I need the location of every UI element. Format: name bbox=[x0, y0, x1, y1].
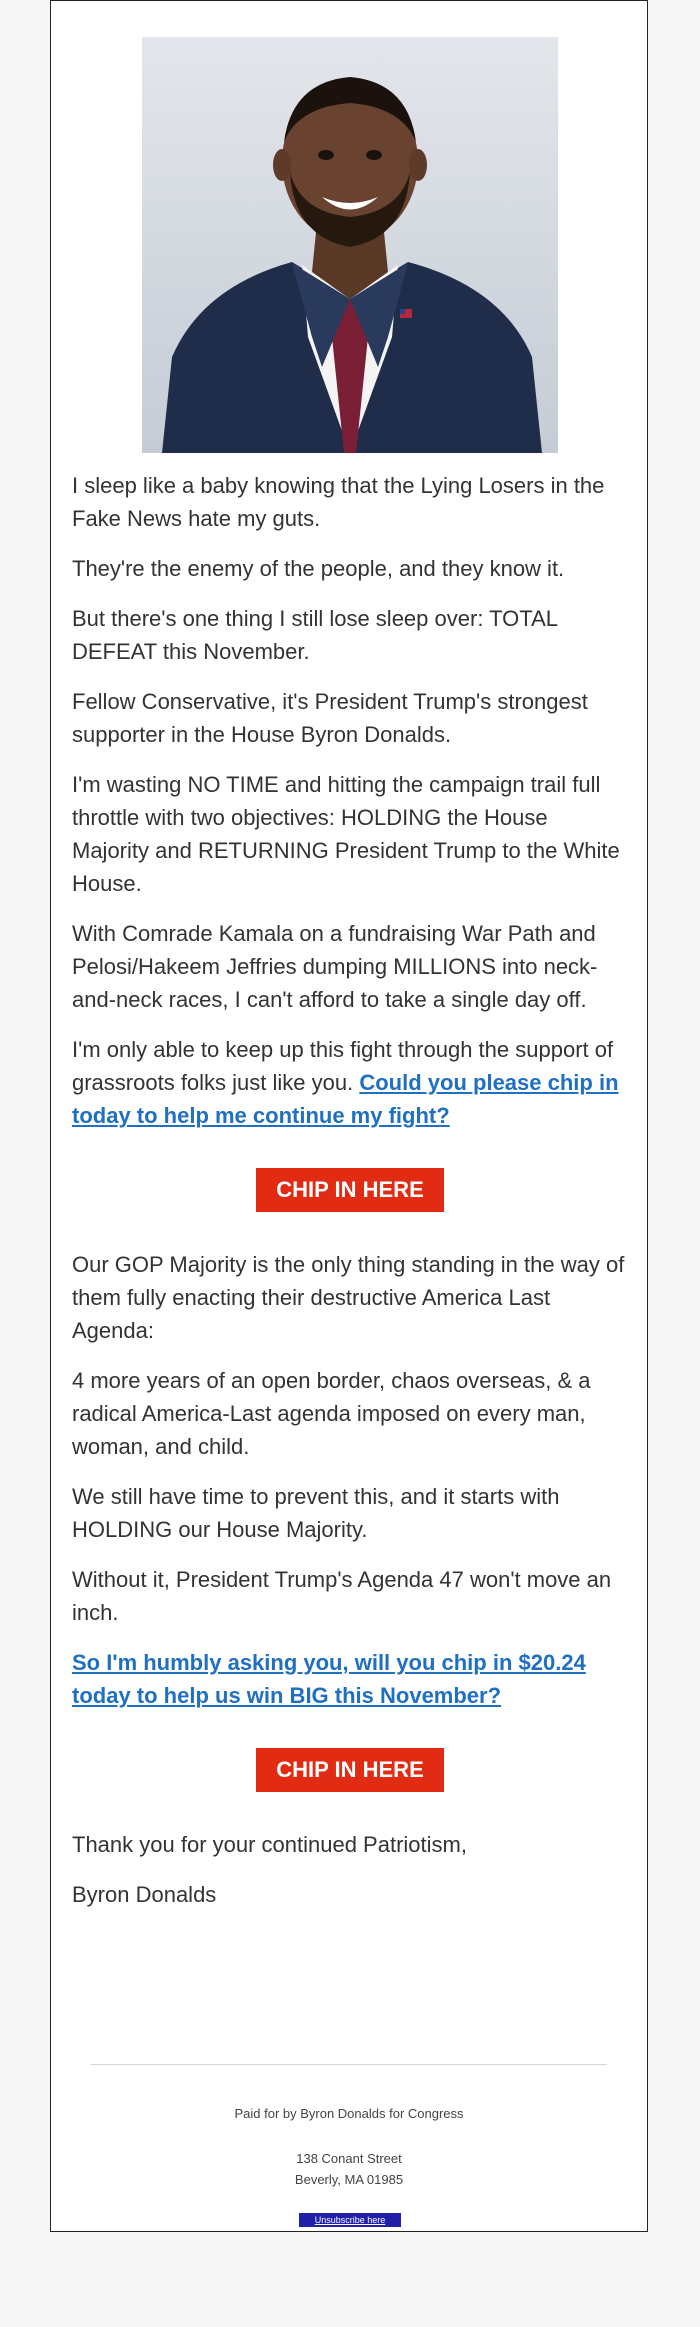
mailing-address bbox=[51, 2148, 647, 2190]
ask-paragraph bbox=[72, 1646, 628, 1712]
body-paragraph: 4 more years of an open border, chaos overseas, & a radical America-Last agenda imposed on every man, woman, and child. bbox=[72, 1368, 591, 1459]
paid-for-disclaimer: Paid for by Byron Donalds for Congress bbox=[234, 2106, 464, 2121]
chip-in-button[interactable]: CHIP IN HERE bbox=[256, 1748, 444, 1792]
body-paragraph: Without it, President Trump's Agenda 47 won't move an inch. bbox=[72, 1567, 612, 1625]
closing-line: Thank you for your continued Patriotism, bbox=[72, 1832, 467, 1857]
support-text: I'm only able to keep up this fight through the support of grassroots folks just like you. bbox=[72, 1037, 614, 1095]
chip-in-button[interactable]: CHIP IN HERE bbox=[256, 1168, 444, 1212]
candidate-photo bbox=[142, 37, 558, 453]
candidate-portrait-image bbox=[142, 37, 558, 453]
body-paragraph: With Comrade Kamala on a fundraising War Path and Pelosi/Hakeem Jeffries dumping MILLIONS into neck-and-neck races, I can't afford to take a single day off. bbox=[72, 921, 598, 1012]
body-paragraph: We still have time to prevent this, and it starts with HOLDING our House Majority. bbox=[72, 1484, 560, 1542]
cta-button-wrap bbox=[72, 1748, 628, 1792]
cta-button-wrap bbox=[72, 1168, 628, 1212]
email-container bbox=[50, 0, 648, 2232]
body-paragraph: Our GOP Majority is the only thing standing in the way of them fully enacting their destructive America Last Agenda: bbox=[72, 1252, 625, 1343]
body-paragraph: I sleep like a baby knowing that the Lying Losers in the Fake News hate my guts. bbox=[72, 473, 605, 531]
body-paragraph: But there's one thing I still lose sleep over: TOTAL DEFEAT this November. bbox=[72, 606, 558, 664]
body-paragraph: Fellow Conservative, it's President Trump's strongest supporter in the House Byron Donalds. bbox=[72, 689, 588, 747]
email-body bbox=[72, 469, 628, 1928]
body-paragraph: They're the enemy of the people, and they know it. bbox=[72, 556, 565, 581]
chip-in-link[interactable]: Could you please chip in today to help me continue my fight? bbox=[72, 1070, 619, 1128]
ask-donation-link[interactable]: So I'm humbly asking you, will you chip in $20.24 today to help us win BIG this November? bbox=[72, 1650, 586, 1708]
body-paragraph: I'm wasting NO TIME and hitting the campaign trail full throttle with two objectives: HOLDING the House Majority and RETURNING President Trump to the White House. bbox=[72, 772, 620, 896]
signature: Byron Donalds bbox=[72, 1882, 217, 1907]
address-line: 138 Conant Street bbox=[296, 2151, 402, 2166]
unsubscribe-link[interactable]: Unsubscribe here bbox=[299, 2213, 401, 2227]
support-paragraph bbox=[72, 1033, 628, 1132]
address-line: Beverly, MA 01985 bbox=[294, 2172, 404, 2187]
footer-divider bbox=[91, 2064, 607, 2065]
